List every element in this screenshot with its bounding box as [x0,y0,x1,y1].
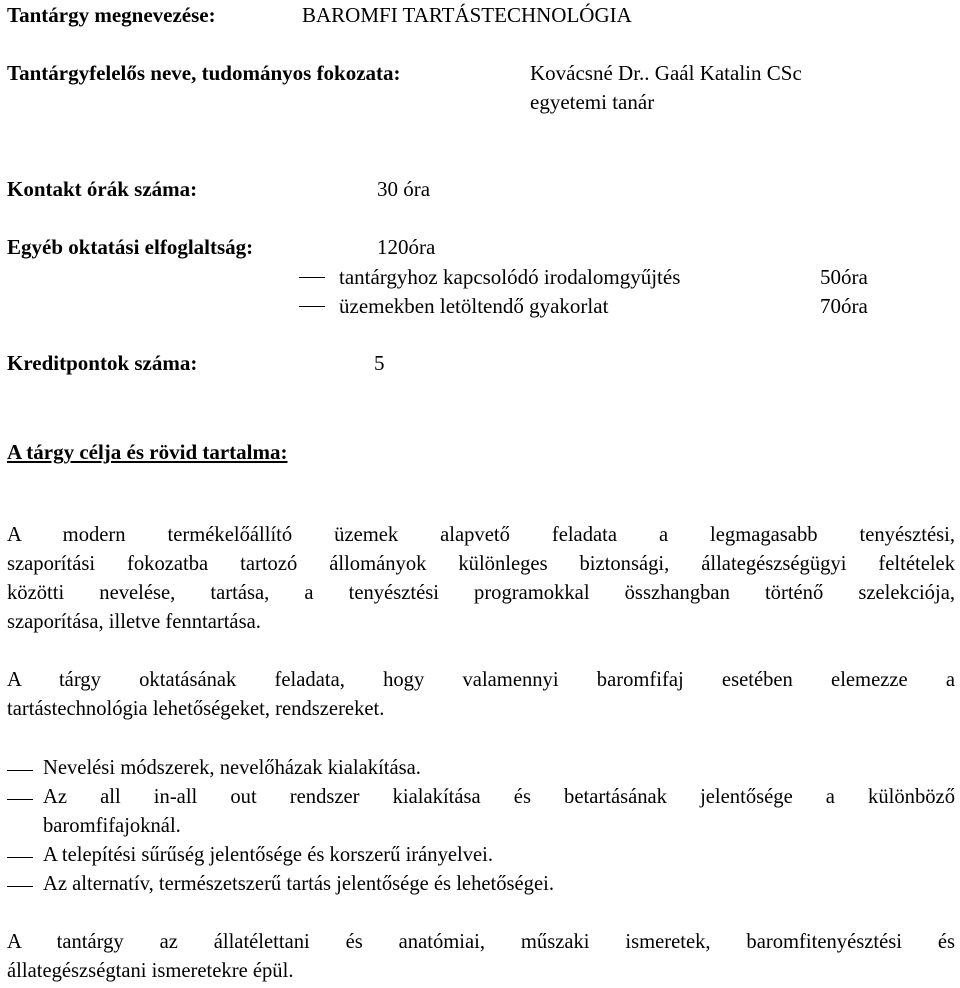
paragraph-line: szaporítási fokozatba tartozó állományok különleges biztonsági, állategészségügyi feltételek [7,553,955,575]
paragraph-line: állategészségtani ismeretekre épül. [7,960,294,982]
subject-value: BAROMFI TARTÁSTECHNOLÓGIA [302,3,632,27]
section-heading: A tárgy célja és rövid tartalma: [7,440,288,464]
hours-item-label: üzemekben letöltendő gyakorlat [339,294,609,318]
contact-hours-value: 30 óra [377,177,431,201]
dash-icon [7,799,33,800]
contact-hours-label: Kontakt órák száma: [7,177,198,201]
dash-icon [7,770,33,771]
list-item [43,783,955,841]
dash-icon [7,857,33,858]
list-item [43,841,955,870]
list-item-line: Az all in-all out rendszer kialakítása és betartásának jelentősége a különböző [43,786,955,808]
paragraph-goal [7,521,955,637]
paragraph-line: A tantárgy az állatélettani és anatómiai, műszaki ismeretek, baromfitenyésztési és [7,931,955,953]
list-item-line: Nevelési módszerek, nevelőházak kialakítása. [43,757,421,779]
paragraph-line: A modern termékelőállító üzemek alapvető feladata a legmagasabb tenyésztési, [7,524,955,546]
responsible-label: Tantárgyfelelős neve, tudományos fokozata: [7,61,401,85]
hours-item-value: 50óra [820,265,868,289]
paragraph-line: szaporítása, illetve fenntartása. [7,611,261,633]
hours-item-label: tantárgyhoz kapcsolódó irodalomgyűjtés [339,265,681,289]
list-item [43,870,955,899]
list-item-line: baromfifajoknál. [43,815,181,837]
list-item [43,754,955,783]
subject-label: Tantárgy megnevezése: [7,3,216,27]
paragraph-line: A tárgy oktatásának feladata, hogy valamennyi baromfifaj esetében elemezze a [7,669,955,691]
paragraph-task [7,666,955,724]
paragraph-line: tartástechnológia lehetőségeket, rendszereket. [7,698,385,720]
credits-label: Kreditpontok száma: [7,351,198,375]
dash-icon [7,886,33,887]
other-hours-value: 120óra [377,235,436,259]
paragraph-prerequisites [7,928,955,986]
responsible-title: egyetemi tanár [530,90,655,114]
list-item-line: A telepítési sűrűség jelentősége és korszerű irányelvei. [43,844,494,866]
credits-value: 5 [374,351,385,375]
responsible-name: Kovácsné Dr.. Gaál Katalin CSc [530,61,802,85]
paragraph-line: közötti nevelése, tartása, a tenyésztési programokkal összhangban történő szelekciója, [7,582,955,604]
hours-item-value: 70óra [820,294,868,318]
list-item-line: Az alternatív, természetszerű tartás jelentősége és lehetőségei. [43,873,554,895]
other-hours-label: Egyéb oktatási elfoglaltság: [7,235,254,259]
dash-icon [299,277,325,278]
dash-icon [299,306,325,307]
